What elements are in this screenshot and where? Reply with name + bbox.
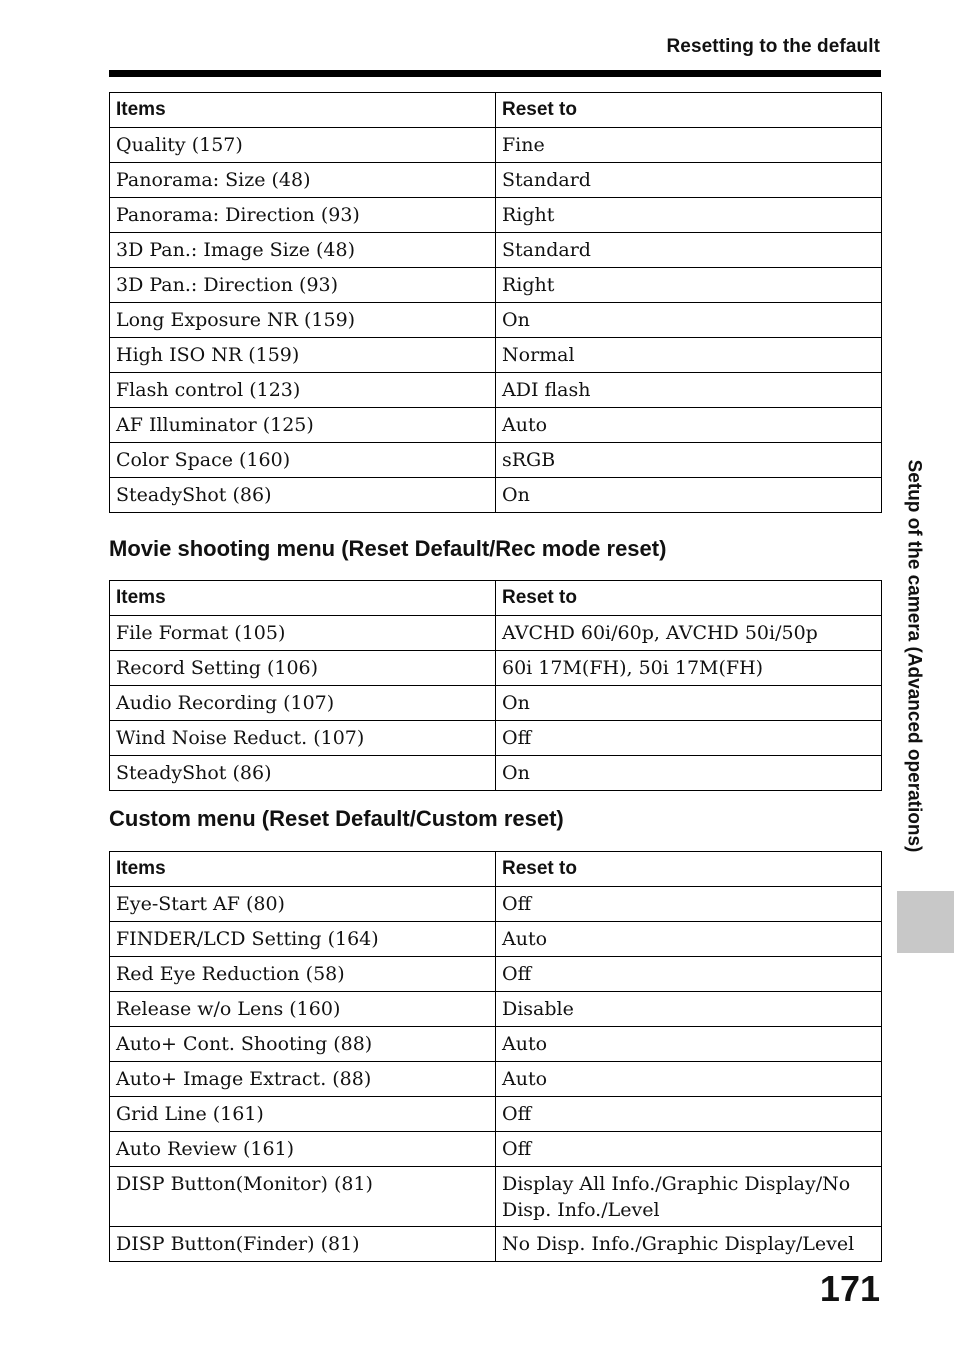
table-row [110, 373, 882, 408]
item-cell: Panorama: Size (48) [110, 163, 496, 198]
value-cell: On [496, 756, 882, 791]
page-number: 171 [819, 1268, 880, 1309]
item-cell: Flash control (123) [110, 373, 496, 408]
value-cell: Right [496, 198, 882, 233]
item-cell: Auto Review (161) [110, 1132, 496, 1167]
value-cell: Off [496, 1132, 882, 1167]
item-cell: Long Exposure NR (159) [110, 303, 496, 338]
movie-settings-table [109, 580, 882, 791]
table-row [110, 721, 882, 756]
item-cell: Color Space (160) [110, 443, 496, 478]
item-cell: Wind Noise Reduct. (107) [110, 721, 496, 756]
value-cell: Auto [496, 922, 882, 957]
item-cell: Auto+ Image Extract. (88) [110, 1062, 496, 1097]
table-header-row [110, 581, 882, 616]
table-row [110, 922, 882, 957]
item-cell: 3D Pan.: Image Size (48) [110, 233, 496, 268]
table-header-row [110, 852, 882, 887]
item-cell: SteadyShot (86) [110, 756, 496, 791]
value-cell: No Disp. Info./Graphic Display/Level [496, 1227, 882, 1262]
value-cell: AVCHD 60i/60p, AVCHD 50i/50p [496, 616, 882, 651]
custom-section-heading: Custom menu (Reset Default/Custom reset) [109, 806, 564, 831]
table-row [110, 443, 882, 478]
item-cell: SteadyShot (86) [110, 478, 496, 513]
table-row [110, 338, 882, 373]
item-cell: 3D Pan.: Direction (93) [110, 268, 496, 303]
item-cell: Red Eye Reduction (58) [110, 957, 496, 992]
item-cell: DISP Button(Finder) (81) [110, 1227, 496, 1262]
value-cell: On [496, 478, 882, 513]
value-cell: Standard [496, 233, 882, 268]
value-cell: ADI flash [496, 373, 882, 408]
column-header-reset-to: Reset to [496, 93, 882, 128]
table-row [110, 887, 882, 922]
item-cell: AF Illuminator (125) [110, 408, 496, 443]
value-cell: Off [496, 721, 882, 756]
value-cell: Off [496, 1097, 882, 1132]
column-header-items: Items [110, 581, 496, 616]
item-cell: File Format (105) [110, 616, 496, 651]
table-row [110, 408, 882, 443]
column-header-items: Items [110, 852, 496, 887]
value-cell: Right [496, 268, 882, 303]
chapter-side-label: Setup of the camera (Advanced operations) [903, 459, 924, 853]
top-settings-table [109, 92, 882, 513]
value-cell: Off [496, 957, 882, 992]
table-row [110, 957, 882, 992]
value-cell: On [496, 303, 882, 338]
header-rule [109, 70, 881, 77]
value-cell: Disable [496, 992, 882, 1027]
value-cell: Standard [496, 163, 882, 198]
chapter-thumb-marker [897, 891, 954, 953]
table-row [110, 1062, 882, 1097]
table-row [110, 651, 882, 686]
chapter-side-tab [898, 438, 928, 874]
item-cell: Grid Line (161) [110, 1097, 496, 1132]
table-row [110, 686, 882, 721]
custom-settings-table [109, 851, 882, 1262]
value-cell: Auto [496, 1062, 882, 1097]
table-header-row [110, 93, 882, 128]
table-row [110, 478, 882, 513]
table-row [110, 198, 882, 233]
value-cell: Display All Info./Graphic Display/No Disp. Info./Level [496, 1167, 882, 1227]
value-cell: sRGB [496, 443, 882, 478]
item-cell: Auto+ Cont. Shooting (88) [110, 1027, 496, 1062]
item-cell: Audio Recording (107) [110, 686, 496, 721]
table-row [110, 1097, 882, 1132]
table-row [110, 1227, 882, 1262]
table-row [110, 163, 882, 198]
movie-section-heading: Movie shooting menu (Reset Default/Rec mode reset) [109, 536, 667, 561]
table-row [110, 1132, 882, 1167]
table-row [110, 756, 882, 791]
item-cell: Panorama: Direction (93) [110, 198, 496, 233]
item-cell: DISP Button(Monitor) (81) [110, 1167, 496, 1227]
table-row [110, 616, 882, 651]
column-header-reset-to: Reset to [496, 581, 882, 616]
value-cell: On [496, 686, 882, 721]
item-cell: FINDER/LCD Setting (164) [110, 922, 496, 957]
item-cell: Record Setting (106) [110, 651, 496, 686]
column-header-reset-to: Reset to [496, 852, 882, 887]
value-cell: 60i 17M(FH), 50i 17M(FH) [496, 651, 882, 686]
item-cell: Release w/o Lens (160) [110, 992, 496, 1027]
column-header-items: Items [110, 93, 496, 128]
table-row [110, 303, 882, 338]
running-header: Resetting to the default [666, 36, 880, 57]
value-cell: Auto [496, 408, 882, 443]
item-cell: High ISO NR (159) [110, 338, 496, 373]
table-row [110, 268, 882, 303]
table-row [110, 233, 882, 268]
value-cell: Normal [496, 338, 882, 373]
value-cell: Auto [496, 1027, 882, 1062]
table-row [110, 1027, 882, 1062]
item-cell: Eye-Start AF (80) [110, 887, 496, 922]
table-row [110, 992, 882, 1027]
table-row [110, 1167, 882, 1227]
table-row [110, 128, 882, 163]
value-cell: Off [496, 887, 882, 922]
item-cell: Quality (157) [110, 128, 496, 163]
value-cell: Fine [496, 128, 882, 163]
